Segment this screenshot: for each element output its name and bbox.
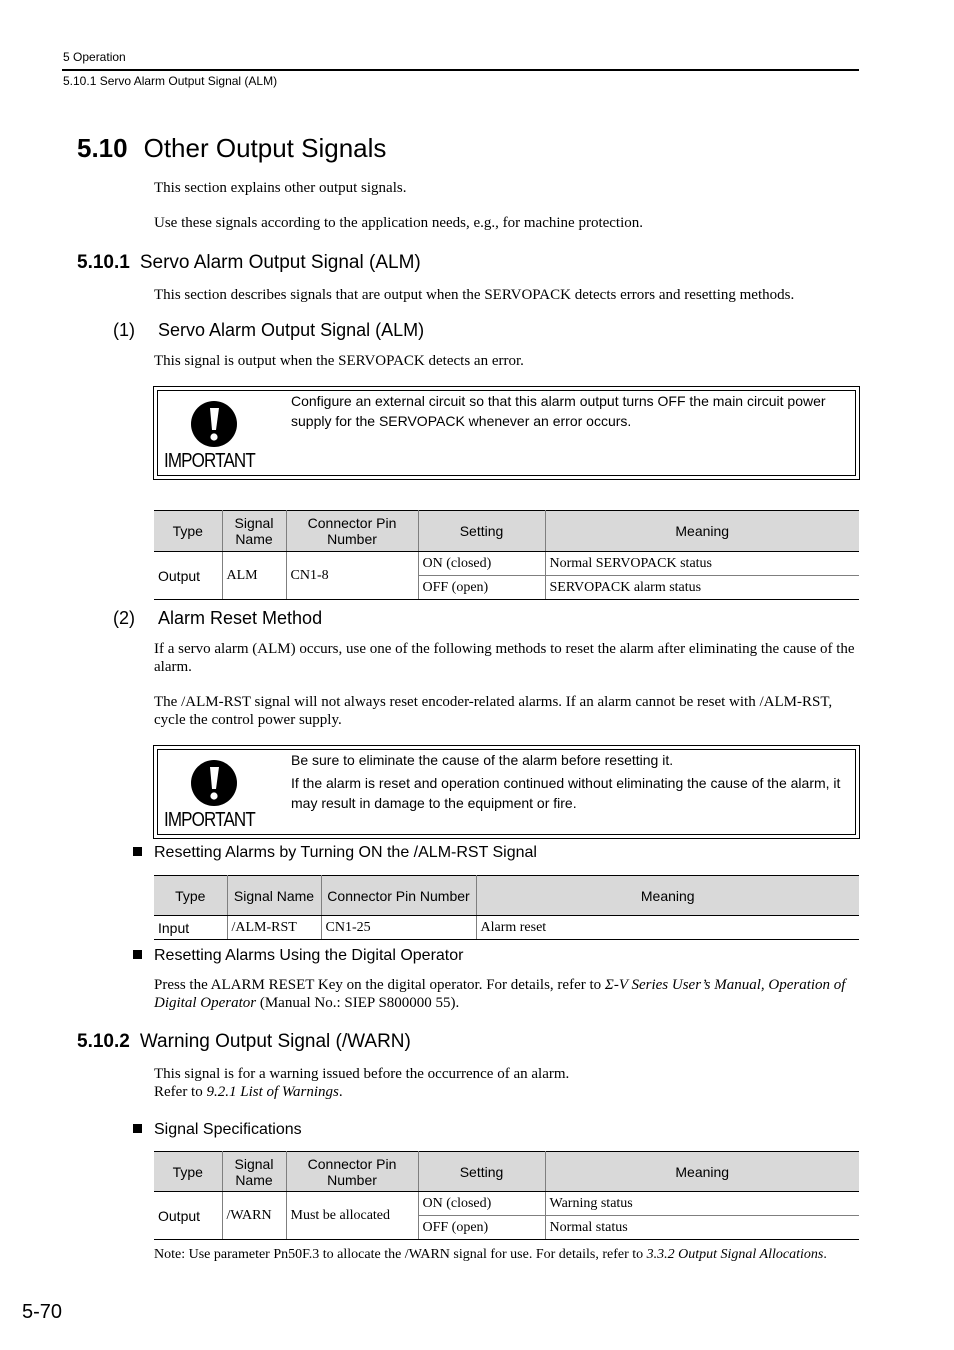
signal-cell: /WARN <box>222 1192 286 1240</box>
alm-rst-table <box>154 875 859 940</box>
subsection-title: Servo Alarm Output Signal (ALM) <box>158 320 425 340</box>
subsection-title: Alarm Reset Method <box>158 608 323 628</box>
exclamation-icon <box>190 759 238 807</box>
paragraph: This signal is output when the SERVOPACK detects an error. <box>154 353 524 369</box>
important-text: Configure an external circuit so that this alarm output turns OFF the main circuit power supply for the SERVOPACK whenever an error occurs. <box>291 393 826 429</box>
square-bullet-icon <box>133 847 142 856</box>
table-row <box>154 916 859 940</box>
note <box>154 1246 881 1264</box>
section-number: 5.10 <box>77 133 128 163</box>
text-run: . <box>823 1247 827 1262</box>
bullet-text: Resetting Alarms by Turning ON the /ALM-RST Signal <box>154 844 537 861</box>
square-bullet-icon <box>133 1124 142 1133</box>
warn-signal-table <box>154 1151 859 1240</box>
square-bullet-icon <box>133 950 142 959</box>
table-row <box>154 552 859 576</box>
important-label: IMPORTANT <box>164 809 255 831</box>
col-header: Type <box>154 511 222 552</box>
section-5-10-heading <box>77 133 386 164</box>
col-header: Setting <box>418 511 545 552</box>
section-header: 5.10.1 Servo Alarm Output Signal (ALM) <box>63 74 278 88</box>
paragraph: This signal is for a warning issued before the occurrence of an alarm. <box>154 1066 570 1082</box>
setting-cell: OFF (open) <box>418 576 545 600</box>
meaning-cell: Normal status <box>545 1216 859 1240</box>
section-number: 5.10.1 <box>77 252 130 273</box>
bullet-text: Signal Specifications <box>154 1121 302 1138</box>
important-label: IMPORTANT <box>164 450 255 472</box>
section-5-10-1-heading <box>77 252 421 274</box>
pin-cell: Must be allocated <box>286 1192 418 1240</box>
section-number: 5.10.2 <box>77 1031 130 1052</box>
important-box <box>153 745 860 839</box>
bullet-heading <box>133 947 463 965</box>
section-reference: 9.2.1 List of Warnings <box>206 1084 339 1100</box>
table-row <box>154 1192 859 1216</box>
setting-cell: OFF (open) <box>418 1216 545 1240</box>
col-header: Signal Name <box>227 876 321 916</box>
important-text-1: Be sure to eliminate the cause of the alarm before resetting it. <box>291 752 674 768</box>
paragraph: The /ALM-RST signal will not always reset encoder-related alarms. If an alarm cannot be reset with /ALM-RST, cycle the control power supply. <box>154 694 833 728</box>
manual-reference: Σ-V Series User’s Manual, Operation of Digital Operator <box>154 977 846 1011</box>
header-rule <box>62 69 859 71</box>
bullet-heading <box>133 1121 302 1139</box>
text-run: Press the ALARM RESET Key on the digital operator. For details, refer to <box>154 977 605 993</box>
setting-cell: ON (closed) <box>418 552 545 576</box>
col-header: Connector Pin Number <box>321 876 476 916</box>
text-run: . <box>338 1084 343 1100</box>
section-title: Other Output Signals <box>143 133 387 163</box>
subsection-2-heading <box>113 608 322 629</box>
paragraph: This section describes signals that are output when the SERVOPACK detects errors and resetting methods. <box>154 287 795 303</box>
subsection-label: (2) <box>113 608 135 628</box>
col-header: Meaning <box>476 876 859 916</box>
section-reference: 3.3.2 Output Signal Allocations <box>646 1247 824 1262</box>
text-run: (Manual No.: SIEP S800000 55). <box>256 995 460 1011</box>
subsection-1-heading <box>113 320 424 341</box>
subsection-label: (1) <box>113 320 135 340</box>
bullet-heading <box>133 844 537 862</box>
paragraph: Use these signals according to the application needs, e.g., for machine protection. <box>154 215 644 231</box>
setting-cell: ON (closed) <box>418 1192 545 1216</box>
exclamation-icon <box>190 400 238 448</box>
col-header: Connector Pin Number <box>286 511 418 552</box>
paragraph <box>154 1083 343 1101</box>
section-5-10-2-heading <box>77 1031 411 1053</box>
paragraph: If a servo alarm (ALM) occurs, use one of the following methods to reset the alarm after eliminating the cause of the alarm. <box>154 641 855 675</box>
paragraph <box>154 976 859 1012</box>
section-title: Warning Output Signal (/WARN) <box>139 1031 411 1052</box>
important-box <box>153 386 860 480</box>
col-header: Meaning <box>545 511 859 552</box>
type-cell: Input <box>154 916 227 940</box>
signal-cell: ALM <box>222 552 286 600</box>
alm-signal-table <box>154 510 859 600</box>
chapter-header: 5 Operation <box>63 50 126 64</box>
pin-cell: CN1-8 <box>286 552 418 600</box>
page-number: 5-70 <box>22 1301 63 1323</box>
text-run: Note: Use parameter Pn50F.3 to allocate the /WARN signal for use. For details, refer to <box>154 1247 647 1262</box>
type-cell: Output <box>154 552 222 600</box>
col-header: Type <box>154 1152 222 1192</box>
meaning-cell: Normal SERVOPACK status <box>545 552 859 576</box>
pin-cell: CN1-25 <box>321 916 476 940</box>
meaning-cell: SERVOPACK alarm status <box>545 576 859 600</box>
text-run: Refer to <box>154 1084 207 1100</box>
paragraph: This section explains other output signals. <box>154 180 407 196</box>
signal-cell: /ALM-RST <box>227 916 321 940</box>
section-title: Servo Alarm Output Signal (ALM) <box>139 252 421 273</box>
important-text-2: If the alarm is reset and operation continued without eliminating the cause of the alarm, it may result in damage to the equipment or fire. <box>291 775 841 811</box>
col-header: Signal Name <box>222 511 286 552</box>
bullet-text: Resetting Alarms Using the Digital Operator <box>154 947 464 964</box>
col-header: Connector Pin Number <box>286 1152 418 1192</box>
type-cell: Output <box>154 1192 222 1240</box>
col-header: Signal Name <box>222 1152 286 1192</box>
col-header: Meaning <box>545 1152 859 1192</box>
col-header: Type <box>154 876 227 916</box>
meaning-cell: Alarm reset <box>476 916 859 940</box>
col-header: Setting <box>418 1152 545 1192</box>
meaning-cell: Warning status <box>545 1192 859 1216</box>
